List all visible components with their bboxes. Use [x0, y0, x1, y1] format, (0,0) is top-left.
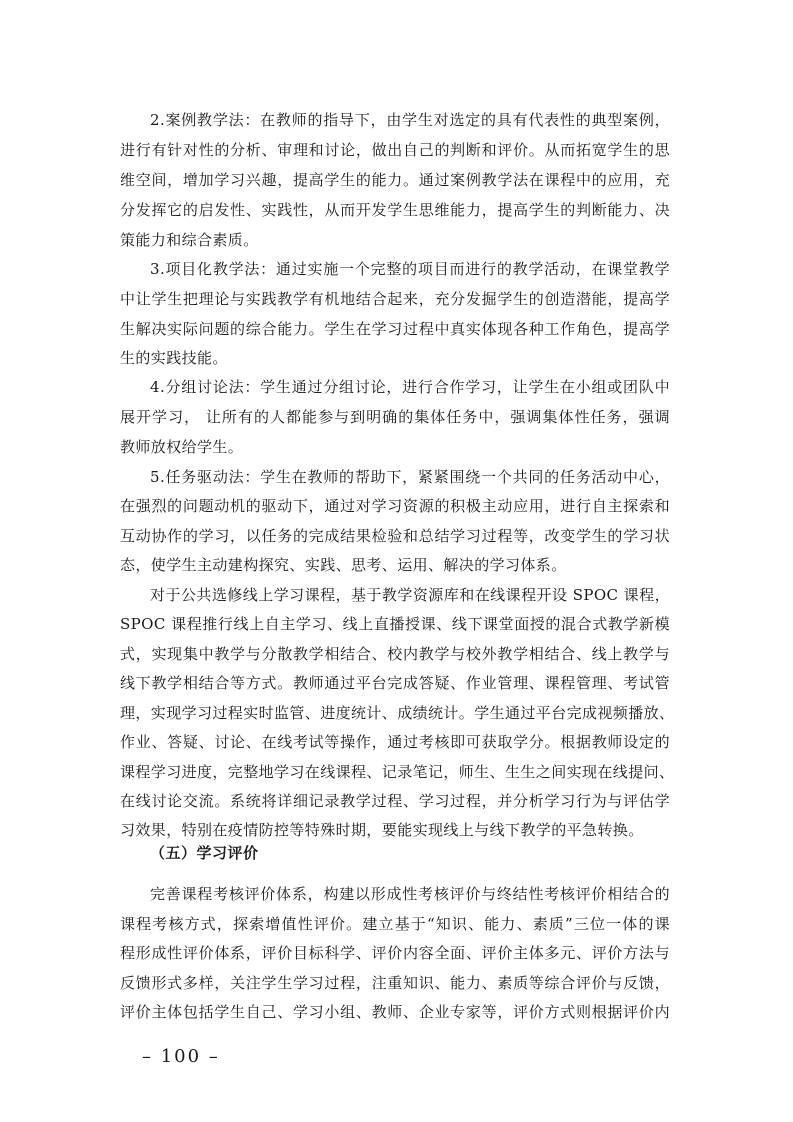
paragraph-1-line-5: 策能力和综合素质。 — [120, 231, 259, 249]
paragraph-1-line-3: 维空间，增加学习兴趣，提高学生的能力。通过案例教学法在课程中的应用，充 — [120, 171, 670, 189]
paragraph-2-line-1: 3.项目化教学法：通过实施一个完整的项目而进行的教学活动，在课堂教学 — [150, 260, 670, 278]
paragraph-5-line-1: 对于公共选修线上学习课程，基于教学资源库和在线课程开设 SPOC 课程， — [150, 586, 670, 604]
final-paragraph-line-5: 评价主体包括学生自己、学习小组、教师、企业专家等，评价方式则根据评价内 — [120, 1003, 670, 1021]
paragraph-5-line-6: 作业、答疑、讨论、在线考试等操作，通过考核即可获取学分。根据教师设定的 — [120, 733, 670, 751]
page-number: – 100 – — [142, 1046, 220, 1067]
final-paragraph-line-1: 完善课程考核评价体系，构建以形成性考核评价与终结性考核评价相结合的 — [150, 885, 670, 903]
paragraph-2-line-2: 中让学生把理论与实践教学有机地结合起来，充分发掘学生的创造潜能，提高学 — [120, 290, 670, 308]
paragraph-3-line-3: 教师放权给学生。 — [120, 438, 244, 456]
paragraph-1-line-4: 分发挥它的启发性、实践性，从而开发学生思维能力，提高学生的判断能力、决 — [120, 201, 670, 219]
paragraph-5-line-8: 在线讨论交流。系统将详细记录教学过程、学习过程，并分析学习行为与评估学 — [120, 792, 670, 810]
paragraph-3-line-1: 4.分组讨论法：学生通过分组讨论，进行合作学习，让学生在小组或团队中 — [150, 378, 670, 396]
paragraph-5-line-2: SPOC 课程推行线上自主学习、线上直播授课、线下课堂面授的混合式教学新模 — [120, 615, 670, 633]
paragraph-5-line-9: 习效果，特别在疫情防控等特殊时期，要能实现线上与线下教学的平急转换。 — [120, 821, 644, 839]
final-paragraph-line-2: 课程考核方式，探索增值性评价。建立基于“知识、能力、素质”三位一体的课 — [120, 915, 670, 933]
final-paragraph-line-3: 程形成性评价体系，评价目标科学、评价内容全面、评价主体多元、评价方法与 — [120, 944, 670, 962]
paragraph-4-line-2: 在强烈的问题动机的驱动下，通过对学习资源的积极主动应用，进行自主探索和 — [120, 497, 670, 515]
paragraph-4-line-1: 5.任务驱动法：学生在教师的帮助下，紧紧围绕一个共同的任务活动中心， — [150, 468, 670, 486]
final-paragraph-line-4: 反馈形式多样，关注学生学习过程，注重知识、能力、素质等综合评价与反馈， — [120, 974, 670, 992]
paragraph-4-line-4: 态，使学生主动建构探究、实践、思考、运用、解决的学习体系。 — [120, 556, 567, 574]
paragraph-3-line-2: 展开学习， 让所有的人都能参与到明确的集体任务中，强调集体性任务，强调 — [120, 408, 670, 426]
paragraph-1-line-1: 2.案例教学法：在教师的指导下，由学生对选定的具有代表性的典型案例， — [150, 111, 670, 129]
section-heading: （五）学习评价 — [150, 844, 259, 862]
paragraph-4-line-3: 互动协作的学习，以任务的完成结果检验和总结学习过程等，改变学生的学习状 — [120, 527, 670, 545]
paragraph-5-line-7: 课程学习进度，完整地学习在线课程、记录笔记，师生、生生之间实现在线提问、 — [120, 763, 675, 781]
paragraph-2-line-4: 生的实践技能。 — [120, 349, 228, 367]
paragraph-1-line-2: 进行有针对性的分析、审理和讨论，做出自己的判断和评价。从而拓宽学生的思 — [120, 141, 670, 159]
paragraph-5-line-3: 式，实现集中教学与分散教学相结合、校内教学与校外教学相结合、线上教学与 — [120, 645, 670, 663]
paragraph-5-line-5: 理，实现学习过程实时监管、进度统计、成绩统计。学生通过平台完成视频播放、 — [120, 704, 675, 722]
paragraph-5-line-4: 线下教学相结合等方式。教师通过平台完成答疑、作业管理、课程管理、考试管 — [120, 674, 670, 692]
paragraph-2-line-3: 生解决实际问题的综合能力。学生在学习过程中真实体现各种工作角色，提高学 — [120, 320, 670, 338]
